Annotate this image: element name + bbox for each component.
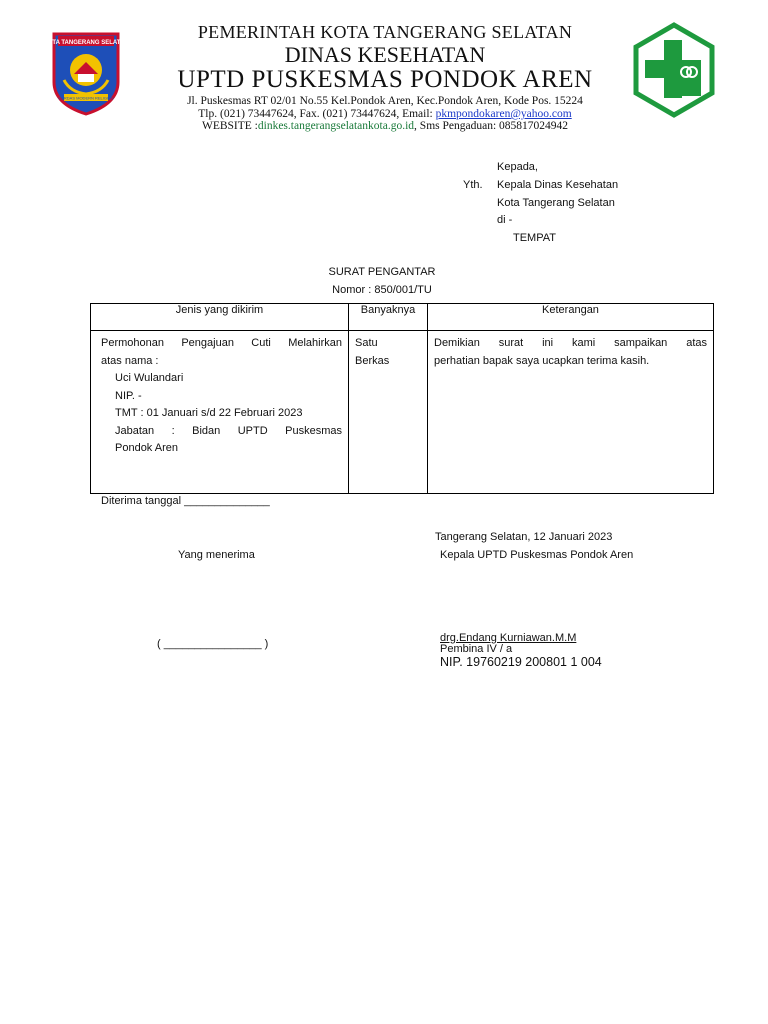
- table-row: [91, 331, 714, 494]
- receiver-signature-blank: ( ________________ ): [157, 638, 269, 650]
- letterhead-department: DINAS KESEHATAN: [284, 42, 486, 67]
- emblem-motto: CERDAS MODERN RELIGIUS: [58, 95, 114, 101]
- employee-position-cont: Pondok Aren: [115, 442, 178, 454]
- employee-name: Uci Wulandari: [115, 372, 184, 384]
- quantity-line2: Berkas: [355, 354, 390, 367]
- website-link[interactable]: dinkes.tangerangselatankota.go.id: [257, 120, 415, 132]
- letterhead-address: Jl. Puskesmas RT 02/01 No.55 Kel.Pondok Aren, Kec.Pondok Aren, Kode Pos. 15224: [187, 95, 583, 107]
- note-line1: Demikian surat ini kami sampaikan atas: [434, 337, 707, 349]
- header-banyaknya: Banyaknya: [349, 304, 428, 331]
- sms-text: , Sms Pengaduan: 085817024942: [414, 120, 569, 132]
- received-date: Diterima tanggal ______________: [101, 495, 270, 507]
- header-jenis: Jenis yang dikirim: [91, 304, 349, 331]
- recipient-line2: Kota Tangerang Selatan: [497, 197, 615, 209]
- recipient-tempat: TEMPAT: [513, 232, 556, 244]
- employee-nip: NIP. -: [115, 389, 142, 402]
- cell-jenis: [91, 331, 349, 494]
- signer-name: drg.Endang Kurniawan.M.M: [440, 632, 577, 644]
- cell-keterangan: [428, 331, 714, 494]
- items-table: [90, 303, 714, 494]
- recipient-line1: Kepala Dinas Kesehatan: [497, 179, 619, 191]
- place-date: Tangerang Selatan, 12 Januari 2023: [435, 531, 613, 543]
- leave-period: TMT : 01 Januari s/d 22 Februari 2023: [115, 407, 303, 419]
- letter-title: SURAT PENGANTAR: [328, 266, 436, 278]
- header-keterangan: Keterangan: [428, 304, 714, 331]
- recipient-di: di -: [497, 214, 513, 226]
- signer-rank: Pembina IV / a: [440, 643, 513, 655]
- recipient-kepada: Kepada,: [497, 161, 538, 173]
- email-link[interactable]: pkmpondokaren@yahoo.com: [435, 108, 572, 120]
- jenis-line1: Permohonan Pengajuan Cuti Melahirkan: [101, 337, 342, 349]
- letterhead-unit: UPTD PUSKESMAS PONDOK AREN: [177, 66, 593, 93]
- table-header-row: [91, 304, 714, 331]
- quantity-line1: Satu: [355, 337, 378, 349]
- letterhead-government: PEMERINTAH KOTA TANGERANG SELATAN: [197, 22, 573, 42]
- recipient-yth: Yth.: [463, 179, 483, 191]
- city-emblem-logo: [43, 30, 129, 116]
- emblem-text: KOTA TANGERANG SELATAN: [43, 40, 129, 46]
- cell-banyaknya: [349, 331, 428, 494]
- employee-position: Jabatan : Bidan UPTD Puskesmas: [115, 424, 342, 437]
- jenis-line2: atas nama :: [101, 354, 159, 367]
- phone-fax-text: Tlp. (021) 73447624, Fax. (021) 73447624, Email:: [198, 108, 436, 120]
- head-title: Kepala UPTD Puskesmas Pondok Aren: [440, 549, 634, 561]
- website-label: WEBSITE :: [201, 120, 258, 132]
- puskesmas-logo: [632, 22, 716, 118]
- letterhead-website: [150, 120, 620, 132]
- letterhead-contact: [150, 108, 620, 120]
- letter-number: Nomor : 850/001/TU: [332, 284, 432, 296]
- receiver-label: Yang menerima: [178, 549, 255, 561]
- note-line2: perhatian bapak saya ucapkan terima kasih.: [434, 354, 650, 367]
- signer-nip: NIP. 19760219 200801 1 004: [440, 655, 602, 669]
